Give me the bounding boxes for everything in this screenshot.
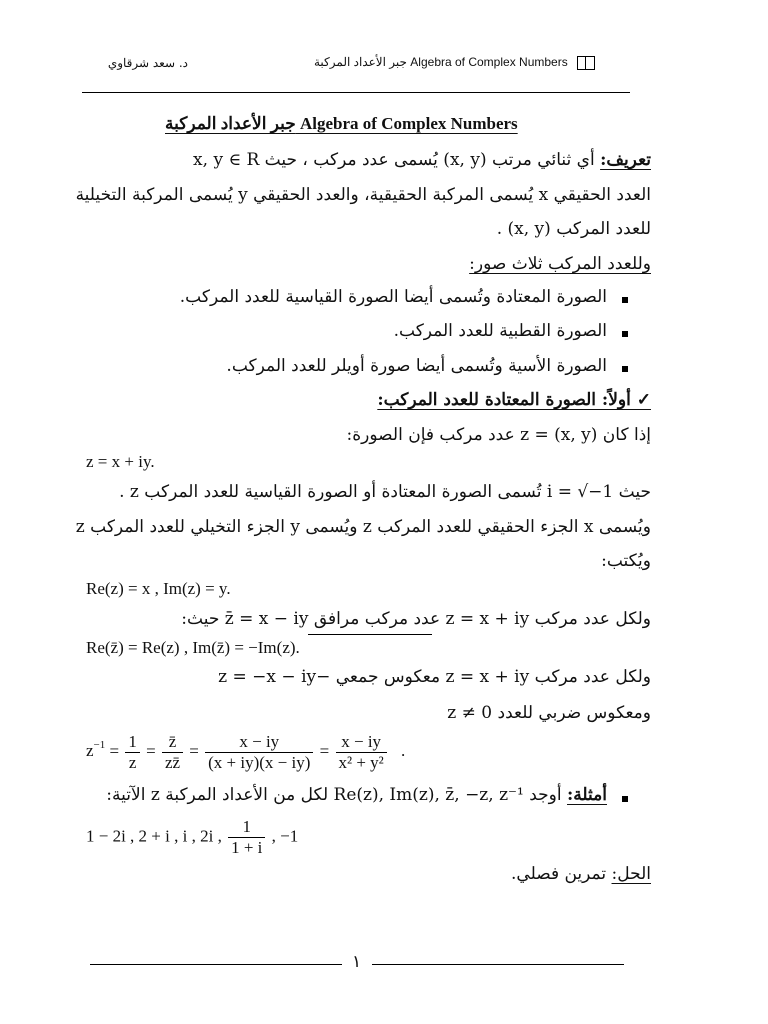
definition-label: تعريف: <box>600 150 651 170</box>
bullet-icon <box>622 796 628 802</box>
inverse-equation <box>86 732 405 773</box>
forms-intro: وللعدد المركب ثلاث صور: <box>469 254 651 274</box>
bullet-icon <box>622 297 628 303</box>
examples-label: أمثلة: <box>567 785 607 805</box>
solution-line <box>511 864 651 884</box>
negative-line: ولكل عدد مركب z = x + iy معكوس جمعي −z = −x − iy <box>218 667 651 687</box>
fraction-3-num: x − iy <box>205 732 313 753</box>
examples-fraction <box>228 817 265 858</box>
equals-sign: = <box>109 741 120 761</box>
equals-sign: = <box>189 741 199 761</box>
definition-line-3: للعدد المركب (x, y) . <box>496 219 651 239</box>
examples-text: أوجد Re(z), Im(z), z̄, −z, z⁻¹ لكل من الأعداد المركبة z الآتية: <box>106 785 562 805</box>
inverse-lhs <box>86 741 105 760</box>
equals-sign: = <box>146 741 156 761</box>
fraction-4-den: x² + y² <box>338 753 384 772</box>
inverse-lhs-sup: −1 <box>93 739 106 752</box>
footer-rule-left <box>90 964 342 965</box>
conjugate-underline <box>308 634 432 635</box>
equals-sign: = <box>319 741 330 761</box>
inverse-line: ومعكوس ضربي للعدد z ≠ 0 <box>447 703 651 723</box>
conjugate-line: ولكل عدد مركب z = x + iy عدد مركب مرافق z̄ = x − iy حيث: <box>181 609 651 629</box>
fraction-3-den: (x + iy)(x − iy) <box>208 753 311 772</box>
bullet-icon <box>622 366 628 372</box>
fraction-1-den: z <box>128 753 137 772</box>
if-line: إذا كان z = (x, y) عدد مركب فإن الصورة: <box>346 425 651 445</box>
written-label: ويُكتب: <box>601 551 651 571</box>
where-line: حيث i = √−1 تُسمى الصورة المعتادة أو الصورة القياسية للعدد المركب z . <box>119 482 651 502</box>
header-author: د. سعد شرقاوي <box>107 56 188 70</box>
fraction-4 <box>336 732 387 773</box>
inverse-lhs-base: z <box>86 741 94 761</box>
bullet-icon <box>622 331 628 337</box>
header-title-text: جبر الأعداد المركبة Algebra of Complex Numbers <box>314 55 568 69</box>
section-heading: ✓ أولاً: الصورة المعتادة للعدد المركب: <box>377 390 651 410</box>
footer-rule-right <box>372 964 624 965</box>
header-rule <box>82 92 630 93</box>
real-part-line: ويُسمى x الجزء الحقيقي للعدد المركب z ويُسمى y الجزء التخيلي للعدد المركب z <box>75 517 651 537</box>
book-icon <box>577 56 595 70</box>
definition-text: أي ثنائي مرتب (x, y) يُسمى عدد مركب ، حيث x, y ∈ R <box>193 150 595 170</box>
solution-text: تمرين فصلي. <box>511 864 607 884</box>
fraction-2-den: zz̄ <box>164 753 181 772</box>
fraction-4-num: x − iy <box>336 732 387 753</box>
solution-label: الحل: <box>611 864 651 884</box>
page-number: ١ <box>352 952 362 972</box>
fraction-3 <box>205 732 313 773</box>
examples-fraction-num: 1 <box>228 817 265 838</box>
header-title <box>314 55 595 70</box>
equation-re-im: Re(z) = x , Im(z) = y. <box>86 579 231 598</box>
fraction-1 <box>125 732 140 773</box>
equation-conjugate: Re(z̄) = Re(z) , Im(z̄) = −Im(z). <box>86 638 300 657</box>
equation-z: z = x + iy. <box>86 452 155 471</box>
fraction-2 <box>162 732 183 773</box>
forms-item-3: الصورة الأسية وتُسمى أيضا صورة أويلر للعدد المركب. <box>226 356 607 376</box>
examples-line <box>106 785 607 805</box>
fraction-1-num: 1 <box>125 732 140 753</box>
examples-list-suffix: , −1 <box>271 826 299 846</box>
forms-item-2: الصورة القطبية للعدد المركب. <box>393 321 607 341</box>
page-title: جبر الأعداد المركبة Algebra of Complex Numbers <box>165 114 518 133</box>
definition-line-1 <box>193 150 651 170</box>
fraction-2-num: z̄ <box>162 732 183 753</box>
definition-line-2: العدد الحقيقي x يُسمى المركبة الحقيقية، والعدد الحقيقي y يُسمى المركبة التخيلية <box>75 185 651 205</box>
examples-fraction-den: 1 + i <box>231 838 263 857</box>
inverse-tail: . <box>401 741 406 761</box>
forms-item-1: الصورة المعتادة وتُسمى أيضا الصورة القياسية للعدد المركب. <box>179 287 607 307</box>
examples-list-prefix: 1 − 2i , 2 + i , i , 2i , <box>86 826 222 846</box>
examples-list <box>86 817 298 858</box>
